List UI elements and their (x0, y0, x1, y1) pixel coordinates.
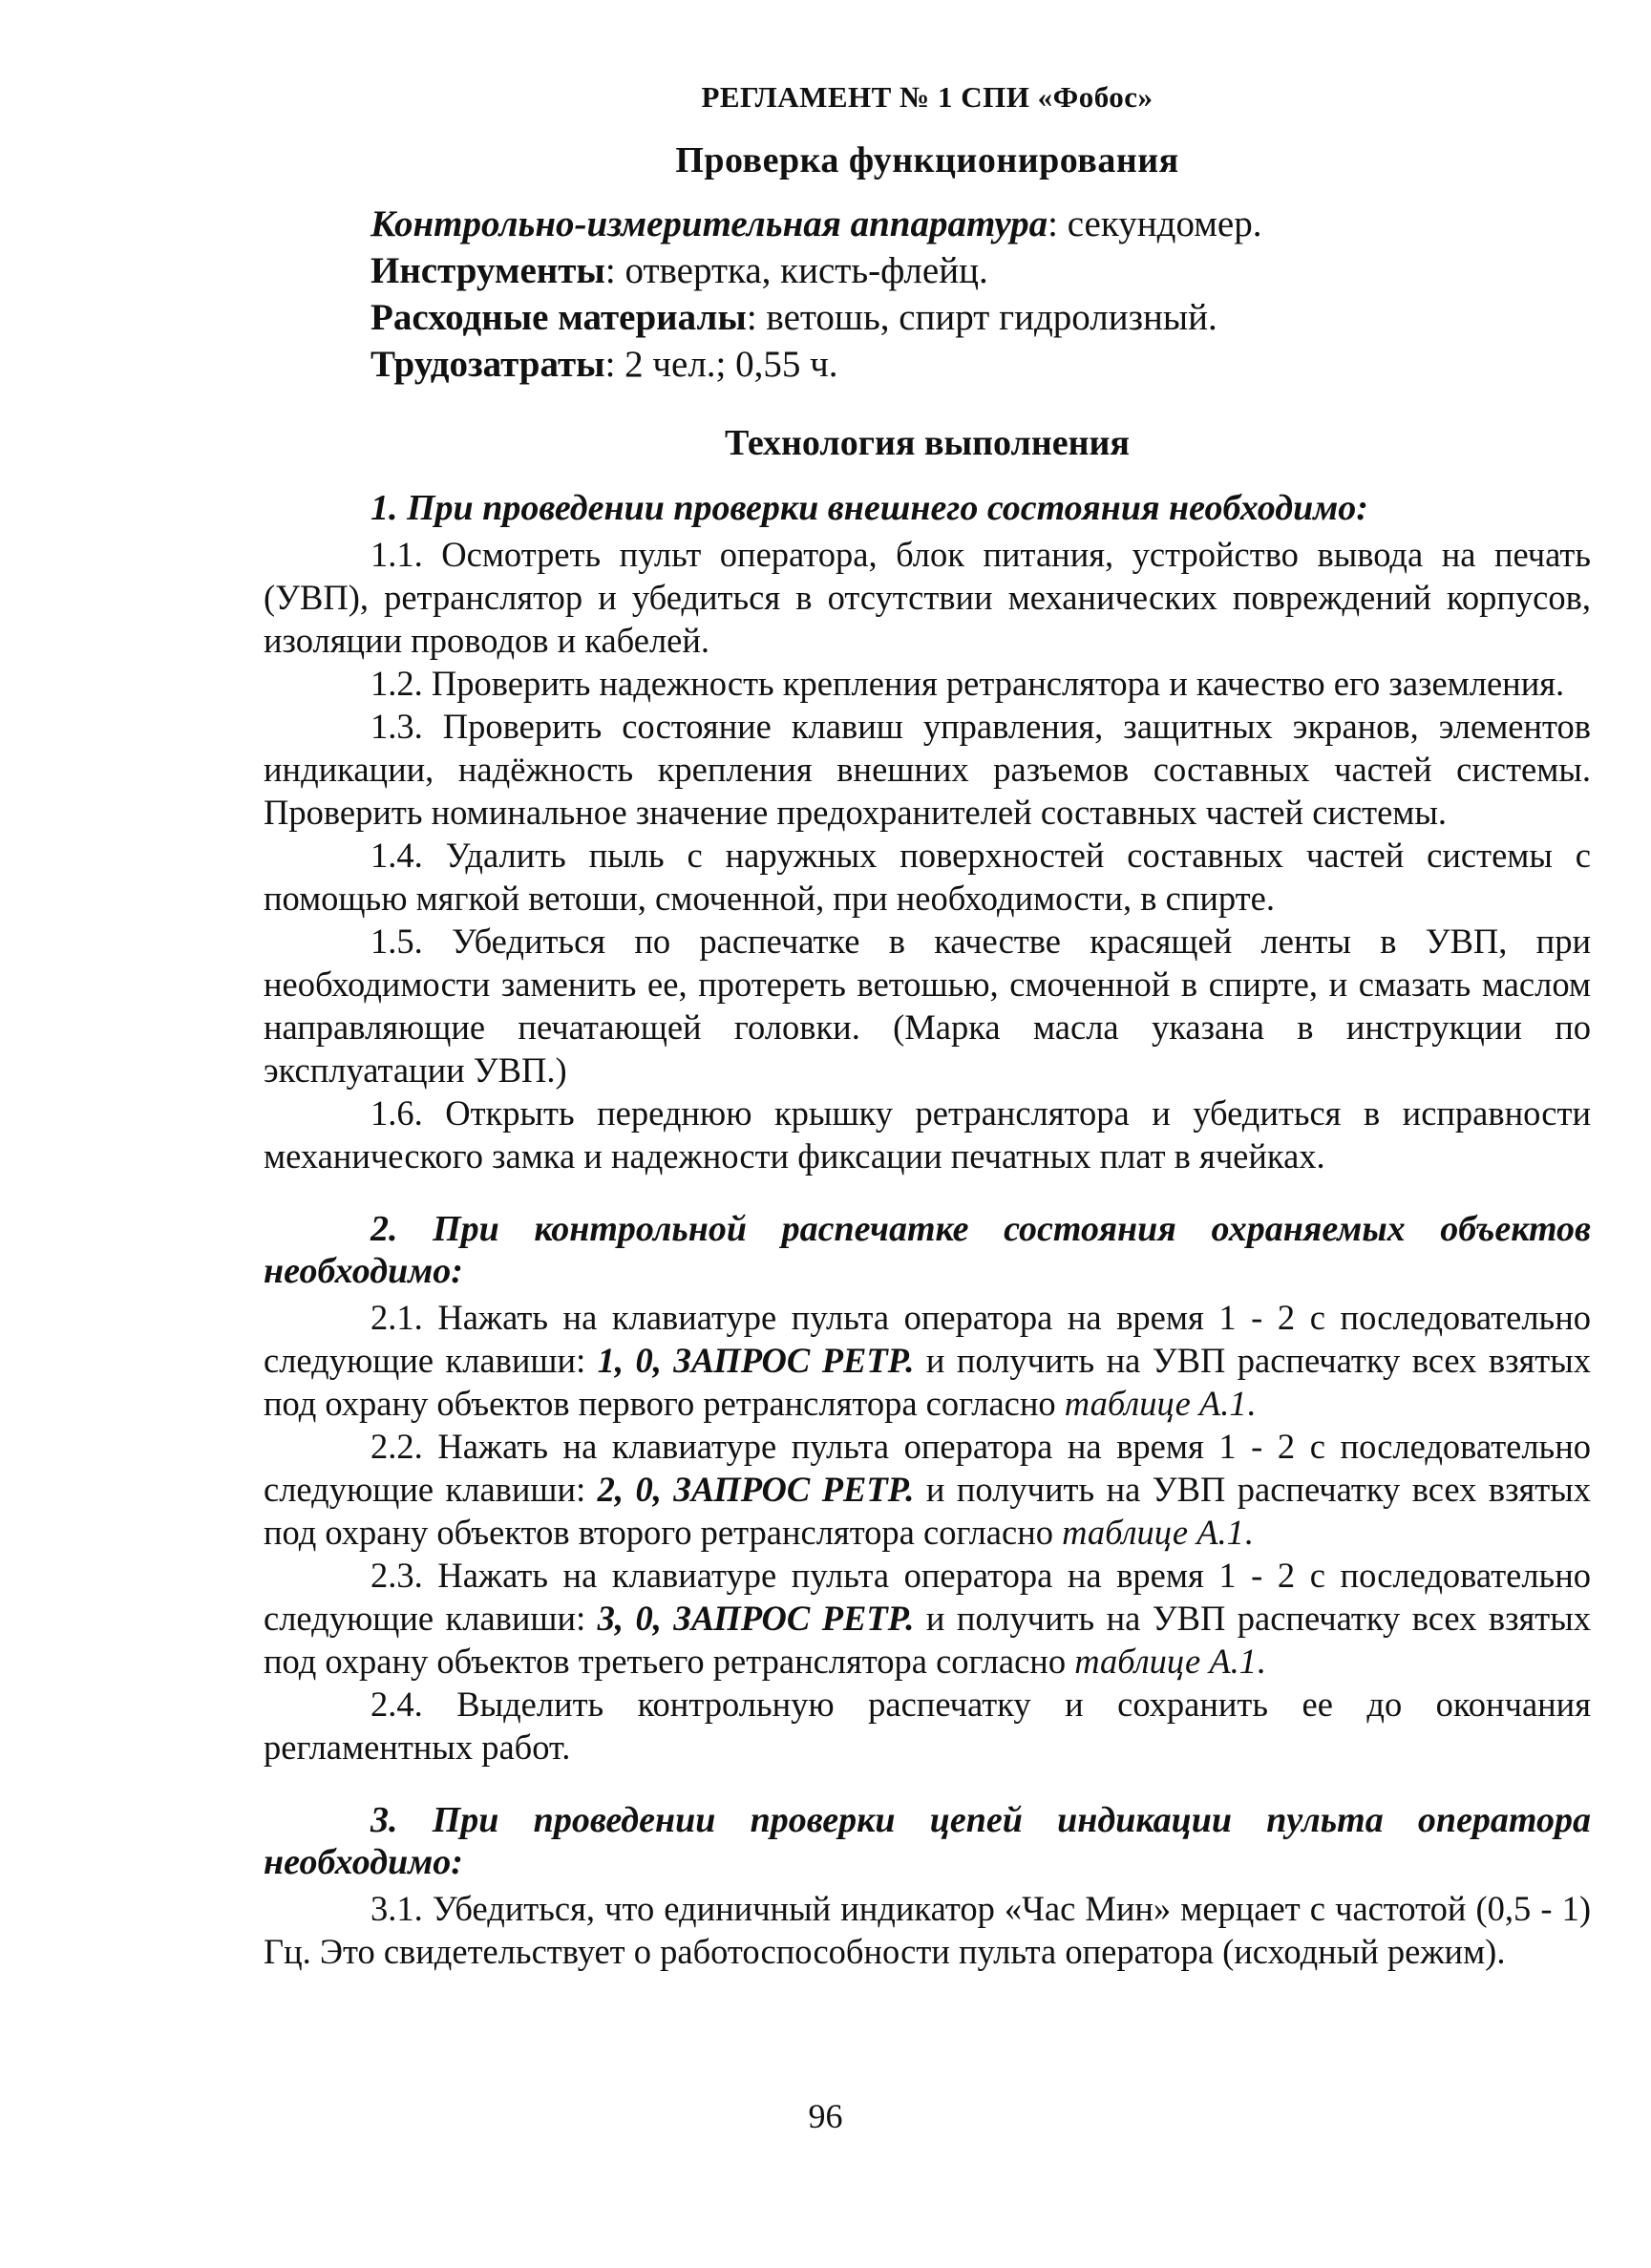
paragraph-2-2-text-c: . (1243, 1513, 1254, 1552)
section2-heading: 2. При контрольной распечатке состояния охраняемых объектов необходимо: (264, 1209, 1591, 1291)
paragraph-2-1 (264, 1296, 1591, 1425)
tools-line (264, 247, 1591, 294)
equipment-line (264, 201, 1591, 247)
section3-heading: 3. При проведении проверки цепей индикации пульта оператора необходимо: (264, 1800, 1591, 1882)
paragraph-2-2-text-b: и получить на УВП распечатку всех взятых под охрану объектов второго ретранслятора согласно (264, 1470, 1591, 1552)
paragraph-2-1-text-b: и получить на УВП распечатку всех взятых под охрану объектов первого ретранслятора согласно (264, 1341, 1591, 1423)
section-title: Проверка функционирования (675, 140, 1179, 180)
materials-label: Расходные материалы (370, 297, 747, 338)
labor-label: Трудозатраты (370, 344, 605, 385)
tools-value: : отвертка, кисть-флейц. (604, 250, 988, 291)
paragraph-1-1: 1.1. Осмотреть пульт оператора, блок питания, устройство вывода на печать (УВП), ретранслятор и убедиться в отсутствии механических повреждений корпусов, изоляции проводов и кабелей. (264, 535, 1591, 660)
paragraph-2-3-text-b: и получить на УВП распечатку всех взятых под охрану объектов третьего ретранслятора согласно (264, 1599, 1591, 1681)
paragraph-2-1-table-ref: таблице А.1 (1064, 1384, 1247, 1423)
paragraph-3-1: 3.1. Убедиться, что единичный индикатор «Час Мин» мерцает с частотой (0,5 - 1) Гц. Это свидетельствует о работоспособности пульта оператора (исходный режим). (264, 1889, 1591, 1971)
paragraph-1-4: 1.4. Удалить пыль с наружных поверхностей составных частей системы с помощью мягкой ветоши, смоченной, при необходимости, в спирте. (264, 836, 1591, 918)
labor-line (264, 341, 1591, 388)
materials-line (264, 294, 1591, 341)
paragraph-2-1-text-c: . (1246, 1384, 1256, 1423)
document-page (264, 80, 1591, 1973)
tools-label: Инструменты (370, 250, 605, 291)
paragraph-2-2-keys: 2, 0, ЗАПРОС РЕТР. (597, 1470, 915, 1509)
paragraph-2-2 (264, 1425, 1591, 1554)
paragraph-2-1-text-a: 2.1. Нажать на клавиатуре пульта оператора на время 1 - 2 с последовательно следующие клавиши: (264, 1298, 1591, 1380)
equipment-label: Контрольно-измерительная аппаратура (370, 203, 1048, 244)
paragraph-1-3: 1.3. Проверить состояние клавиш управления, защитных экранов, элементов индикации, надёжность крепления внешних разъемов составных частей системы. Проверить номинальное значение предохранителей составных частей системы. (264, 707, 1591, 832)
paragraph-1-2: 1.2. Проверить надежность крепления ретранслятора и качество его заземления. (370, 664, 1565, 703)
regulation-title: РЕГЛАМЕНТ № 1 СПИ «Фобос» (701, 80, 1154, 114)
paragraph-2-3-table-ref: таблице А.1 (1074, 1642, 1258, 1681)
paragraph-2-1-keys: 1, 0, ЗАПРОС РЕТР. (597, 1341, 915, 1380)
paragraph-2-3-text-c: . (1257, 1642, 1266, 1681)
paragraph-2-3-text-a: 2.3. Нажать на клавиатуре пульта оператора на время 1 - 2 с последовательно следующие клавиши: (264, 1556, 1591, 1638)
page-number: 96 (808, 2097, 843, 2135)
paragraph-2-2-text-a: 2.2. Нажать на клавиатуре пульта оператора на время 1 - 2 с последовательно следующие клавиши: (264, 1427, 1591, 1509)
section1-heading: 1. При проведении проверки внешнего состояния необходимо: (370, 488, 1368, 528)
materials-value: : ветошь, спирт гидролизный. (746, 297, 1217, 338)
paragraph-2-2-table-ref: таблице А.1 (1062, 1513, 1244, 1552)
labor-value: : 2 чел.; 0,55 ч. (604, 344, 838, 385)
paragraph-2-4: 2.4. Выделить контрольную распечатку и сохранить ее до окончания регламентных работ. (264, 1685, 1591, 1767)
paragraph-2-3 (264, 1554, 1591, 1683)
equipment-value: : секундомер. (1048, 203, 1262, 244)
technology-heading: Технология выполнения (725, 423, 1130, 463)
paragraph-1-5: 1.5. Убедиться по распечатке в качестве красящей ленты в УВП, при необходимости заменить ее, протереть ветошью, смоченной в спирте, и смазать маслом направляющие печатающей головки. (Марка масла указана в инструкции по эксплуатации УВП.) (264, 922, 1591, 1090)
paragraph-2-3-keys: 3, 0, ЗАПРОС РЕТР. (597, 1599, 915, 1638)
paragraph-1-6: 1.6. Открыть переднюю крышку ретранслятора и убедиться в исправности механического замка и надежности фиксации печатных плат в ячейках. (264, 1093, 1591, 1176)
